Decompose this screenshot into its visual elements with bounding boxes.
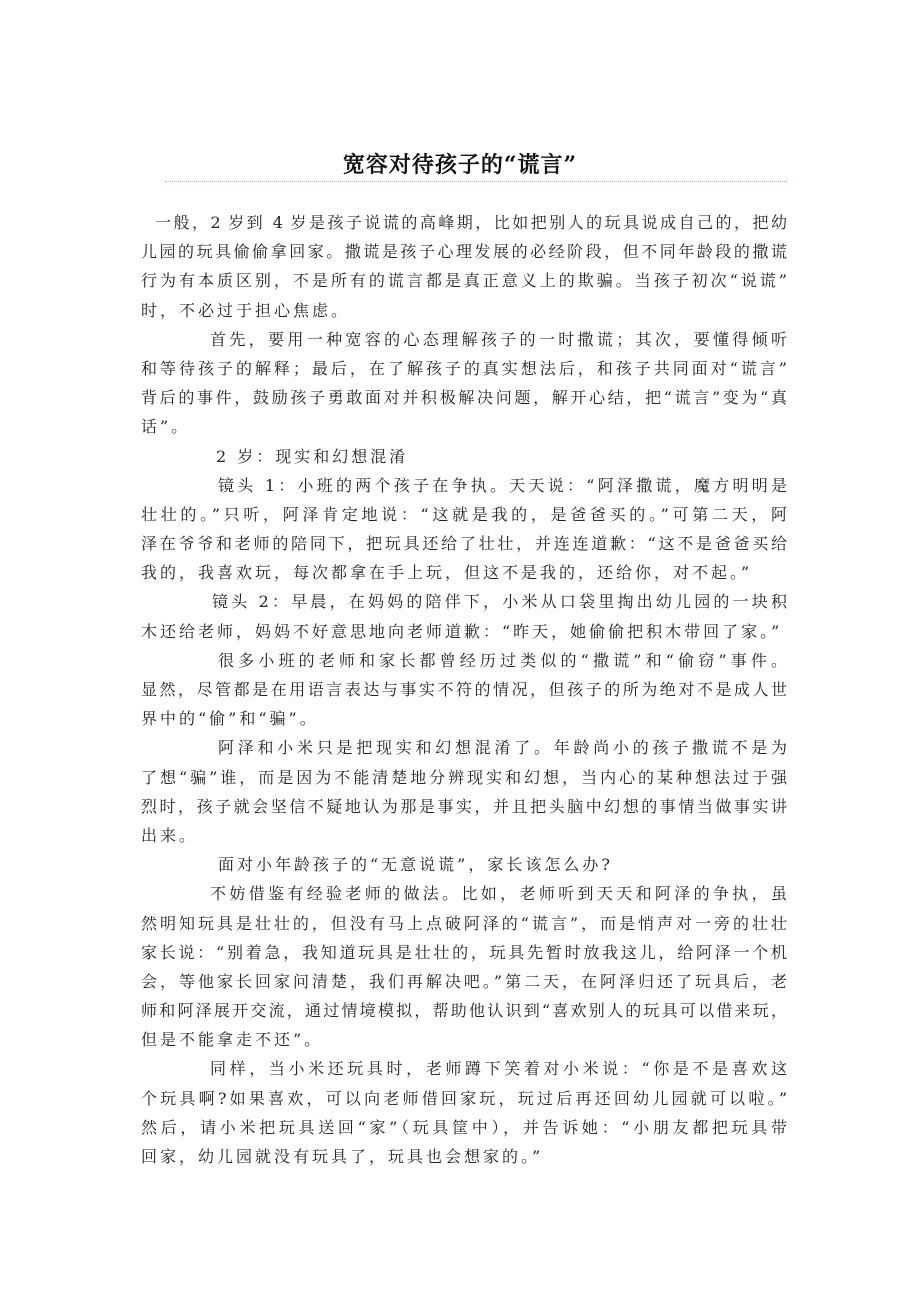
text-line: 镜头 2：早晨，在妈妈的陪伴下，小米从口袋里掏出幼儿园的一块积	[212, 592, 787, 612]
text-line: 首先，要用一种宽容的心态理解孩子的一时撒谎；其次，要懂得倾听	[210, 329, 787, 349]
paragraph	[141, 646, 787, 734]
paragraph	[141, 1054, 787, 1171]
text-line: 不妨借鉴有经验老师的做法。比如，老师听到天天和阿泽的争执，虽	[210, 884, 787, 904]
paragraph	[141, 208, 787, 325]
text-line: 时，不必过于担心焦虑。	[141, 300, 351, 320]
paragraph	[141, 733, 787, 850]
text-line: 2 岁：现实和幻想混淆	[216, 446, 409, 466]
paragraph	[141, 879, 787, 1054]
text-line: 面对小年龄孩子的“无意说谎”，家长该怎么办?	[218, 855, 613, 875]
document-title: 宽容对待孩子的“谎言”	[342, 152, 578, 178]
text-line: 话”。	[141, 417, 191, 437]
text-line: 阿泽和小米只是把现实和幻想混淆了。年龄尚小的孩子撒谎不是为	[218, 738, 787, 758]
text-line: 显然，尽管都是在用语言表达与事实不符的情况，但孩子的所为绝对不是成人世	[141, 680, 787, 699]
text-line: 然后，请小米把玩具送回“家”（玩具筐中），并告诉她：“小朋友都把玩具带	[141, 1117, 787, 1137]
text-line: 了想“骗”谁，而是因为不能清楚地分辨现实和幻想，当内心的某种想法过于强	[141, 767, 787, 787]
text-line: 行为有本质区别，不是所有的谎言都是真正意义上的欺骗。当孩子初次“说谎”	[141, 271, 787, 291]
text-line: 儿园的玩具偷偷拿回家。撒谎是孩子心理发展的必经阶段，但不同年龄段的撒谎	[141, 242, 787, 262]
text-line: 同样，当小米还玩具时，老师蹲下笑着对小米说：“你是不是喜欢这	[210, 1059, 787, 1079]
text-line: 出来。	[141, 825, 199, 845]
text-line: 师和阿泽展开交流，通过情境模拟，帮助他认识到“喜欢别人的玩具可以借来玩，	[141, 1001, 787, 1021]
text-line: 界中的“偷”和“骗”。	[141, 709, 319, 729]
title-divider	[165, 181, 787, 182]
text-line: 然明知玩具是壮壮的，但没有马上点破阿泽的“谎言”，而是悄声对一旁的壮壮	[141, 913, 787, 933]
text-line: 回家，幼儿园就没有玩具了，玩具也会想家的。”	[141, 1147, 544, 1166]
paragraph	[141, 850, 787, 879]
text-line: 壮壮的。”只听，阿泽肯定地说：“这就是我的，是爸爸买的。”可第二天，阿	[141, 504, 787, 524]
text-line: 烈时，孩子就会坚信不疑地认为那是事实，并且把头脑中幻想的事情当做事实讲	[141, 796, 787, 816]
text-line: 家长说：“别着急，我知道玩具是壮壮的，玩具先暂时放我这儿，给阿泽一个机	[141, 942, 787, 962]
text-line: 泽在爷爷和老师的陪同下，把玩具还给了壮壮，并连连道歉：“这不是爸爸买给	[141, 534, 787, 554]
paragraph	[141, 442, 787, 471]
text-line: 我的，我喜欢玩，每次都拿在手上玩，但这不是我的，还给你，对不起。”	[141, 563, 753, 583]
paragraph	[141, 325, 787, 442]
text-line: 个玩具啊?如果喜欢，可以向老师借回家玩，玩过后再还回幼儿园就可以啦。”	[141, 1088, 787, 1108]
text-line: 很多小班的老师和家长都曾经历过类似的“撒谎”和“偷窃”事件。	[218, 650, 787, 670]
text-line: 但是不能拿走不还”。	[141, 1030, 324, 1050]
paragraph	[141, 587, 787, 645]
paragraph	[141, 471, 787, 588]
text-line: 一般，2 岁到 4 岁是孩子说谎的高峰期，比如把别人的玩具说成自己的，把幼	[155, 213, 787, 232]
text-line: 会，等他家长回家问清楚，我们再解决吧。”第二天，在阿泽归还了玩具后，老	[141, 971, 787, 991]
text-line: 背后的事件，鼓励孩子勇敢面对并积极解决问题，解开心结，把“谎言”变为“真	[141, 388, 787, 408]
text-line: 和等待孩子的解释；最后，在了解孩子的真实想法后，和孩子共同面对“谎言”	[141, 358, 787, 378]
text-line: 木还给老师，妈妈不好意思地向老师道歉：“昨天，她偷偷把积木带回了家。”	[141, 621, 783, 641]
text-line: 镜头 1：小班的两个孩子在争执。天天说：“阿泽撒谎，魔方明明是	[218, 475, 787, 495]
document-body	[141, 208, 787, 1171]
